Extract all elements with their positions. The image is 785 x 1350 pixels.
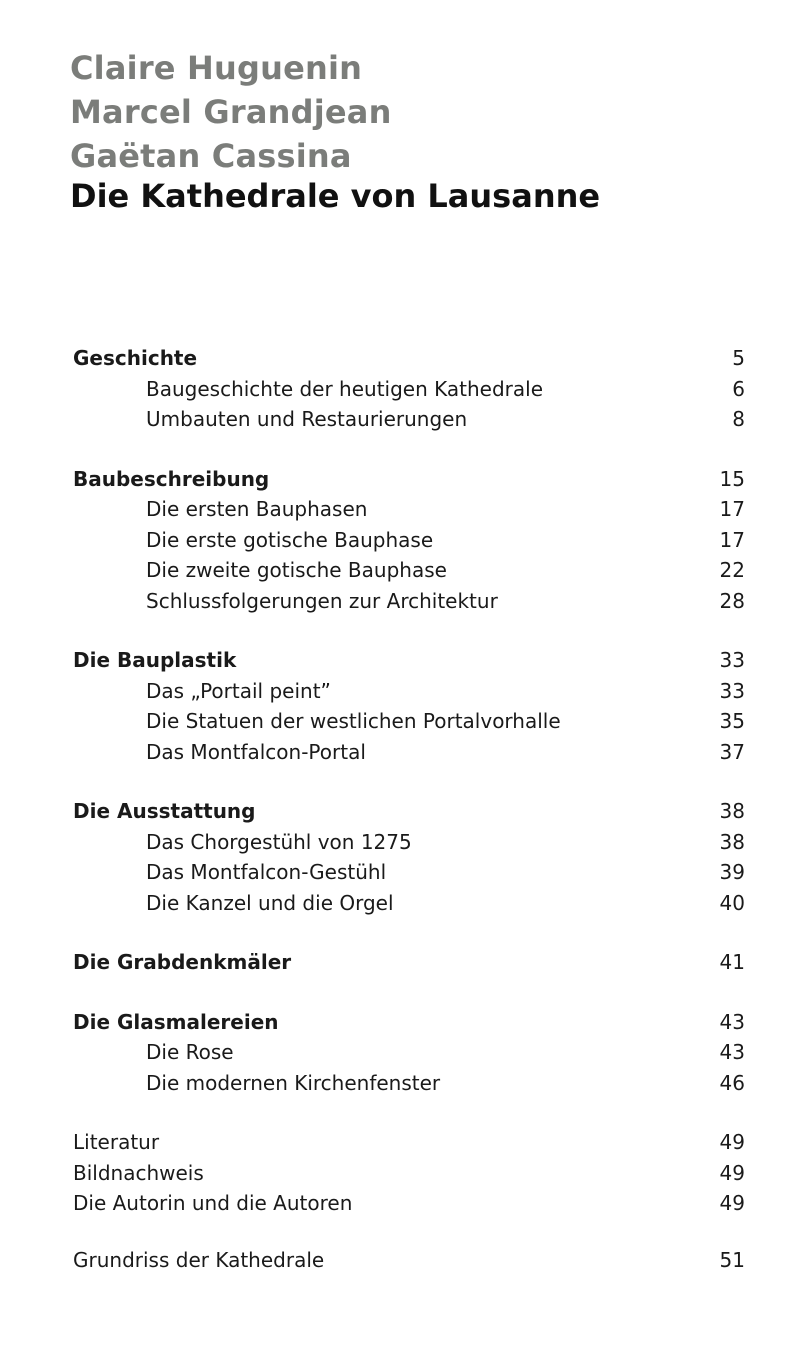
table-of-contents xyxy=(73,343,745,1304)
toc-entry xyxy=(73,525,745,556)
toc-entry xyxy=(73,1188,745,1219)
toc-entry xyxy=(73,374,745,405)
toc-entry-label: Die Statuen der westlichen Portalvorhalle xyxy=(146,709,561,733)
page-number: 5 xyxy=(732,346,745,370)
toc-entry-label: Umbauten und Restaurierungen xyxy=(146,407,468,431)
toc-entry xyxy=(73,737,745,768)
author-name: Marcel Grandjean xyxy=(70,93,392,131)
page-number: 38 xyxy=(719,799,745,823)
toc-heading-row xyxy=(73,645,745,676)
toc-entry-label: Die Autorin und die Autoren xyxy=(73,1191,353,1215)
page-number: 40 xyxy=(719,890,745,915)
toc-heading: Die Glasmalereien xyxy=(73,1009,279,1034)
page-number: 43 xyxy=(719,1040,745,1064)
toc-section xyxy=(73,343,745,435)
page-number: 22 xyxy=(719,558,745,582)
toc-section xyxy=(73,947,745,978)
toc-section xyxy=(73,645,745,767)
appendix xyxy=(73,1245,745,1276)
toc-entry-label: Baugeschichte der heutigen Kathedrale xyxy=(146,376,544,401)
toc-entry-label: Das „Portail peint” xyxy=(146,678,331,703)
toc-section xyxy=(73,1007,745,1099)
author-name: Gaëtan Cassina xyxy=(70,137,352,175)
toc-heading: Geschichte xyxy=(73,346,198,370)
page-number: 41 xyxy=(719,950,745,974)
page-number: 15 xyxy=(719,466,745,491)
toc-entry xyxy=(73,676,745,707)
toc-entry-label: Das Montfalcon-Portal xyxy=(146,739,366,764)
toc-entry xyxy=(73,494,745,525)
author-name: Claire Huguenin xyxy=(70,49,363,87)
toc-entry-label: Das Chorgestühl von 1275 xyxy=(146,829,412,854)
toc-entry-label: Die zweite gotische Bauphase xyxy=(146,558,447,582)
toc-entry-label: Schlussfolgerungen zur Architektur xyxy=(146,588,498,613)
toc-entry-label: Die Rose xyxy=(146,1040,234,1064)
page-number: 49 xyxy=(719,1191,745,1215)
page-number: 35 xyxy=(719,709,745,733)
page-number: 33 xyxy=(719,648,745,672)
toc-entry xyxy=(73,1068,745,1099)
book-title: Die Kathedrale von Lausanne xyxy=(70,177,601,215)
toc-heading-row xyxy=(73,343,745,374)
toc-entry-label: Literatur xyxy=(73,1130,160,1154)
toc-section xyxy=(73,796,745,918)
page-number: 49 xyxy=(719,1130,745,1154)
toc-entry xyxy=(73,857,745,888)
page-number: 8 xyxy=(732,407,745,431)
page-number: 51 xyxy=(719,1247,745,1272)
toc-entry xyxy=(73,1037,745,1068)
toc-heading: Baubeschreibung xyxy=(73,466,270,491)
toc-entry-label: Die Kanzel und die Orgel xyxy=(146,890,394,915)
toc-heading: Die Ausstattung xyxy=(73,799,256,823)
page-number: 37 xyxy=(719,739,745,764)
toc-heading-row xyxy=(73,1007,745,1038)
toc-heading-row xyxy=(73,464,745,495)
toc-entry-label: Das Montfalcon-Gestühl xyxy=(146,860,387,884)
toc-heading: Die Grabdenkmäler xyxy=(73,950,292,974)
page-number: 28 xyxy=(719,588,745,613)
page-number: 33 xyxy=(719,678,745,703)
page-number: 17 xyxy=(719,527,745,552)
page-number: 46 xyxy=(719,1070,745,1095)
toc-entry-label: Grundriss der Kathedrale xyxy=(73,1247,325,1272)
toc-entry xyxy=(73,404,745,435)
toc-section xyxy=(73,464,745,617)
toc-entry xyxy=(73,827,745,858)
toc-heading: Die Bauplastik xyxy=(73,648,237,672)
toc-entry-label: Bildnachweis xyxy=(73,1160,204,1185)
toc-heading-row xyxy=(73,796,745,827)
page-number: 49 xyxy=(719,1160,745,1185)
toc-entry xyxy=(73,555,745,586)
toc-entry xyxy=(73,706,745,737)
toc-entry xyxy=(73,586,745,617)
toc-entry-label: Die ersten Bauphasen xyxy=(146,497,368,521)
author-list xyxy=(70,46,392,178)
toc-entry-label: Die modernen Kirchenfenster xyxy=(146,1070,441,1095)
toc-entry xyxy=(73,1127,745,1158)
toc-entry xyxy=(73,888,745,919)
toc-entry xyxy=(73,1245,745,1276)
page-number: 17 xyxy=(719,497,745,521)
page-number: 38 xyxy=(719,829,745,854)
toc-heading-row xyxy=(73,947,745,978)
toc-entry xyxy=(73,1158,745,1189)
toc-entry-label: Die erste gotische Bauphase xyxy=(146,527,434,552)
page-number: 39 xyxy=(719,860,745,884)
page-number: 6 xyxy=(732,376,745,401)
page-number: 43 xyxy=(719,1009,745,1034)
back-matter xyxy=(73,1127,745,1219)
